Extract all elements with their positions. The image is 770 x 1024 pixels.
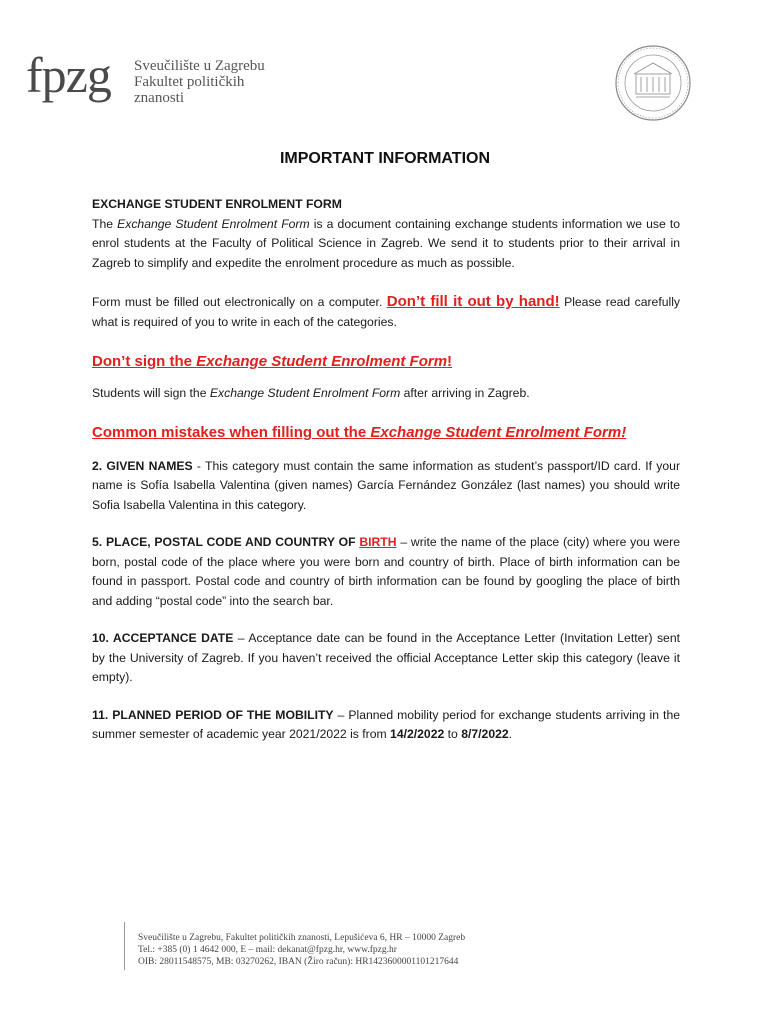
warning-heading-mistakes: [92, 423, 680, 443]
text: is a document containing exchange students information we use to enrol students at the Faculty of Political Science in Zagreb. We send it to students prior to their arrival in Zagreb to simplify and expedite the enrolment procedure as much as possible.: [92, 216, 680, 270]
warning-heading-sign: [92, 352, 680, 372]
text: Form must be filled out electronically on a computer.: [92, 295, 387, 309]
section-heading-enrolment-form: EXCHANGE STUDENT ENROLMENT FORM: [92, 197, 342, 211]
item-label: 5. PLACE, POSTAL CODE AND COUNTRY OF: [92, 535, 360, 549]
item-text: - This category must contain the same information as student’s passport/ID card. If your name is Sofía Isabella Valentina (given names) García Fernández González (last names) you should write Sofia Isabella Valentina in this category.: [92, 458, 680, 512]
paragraph-form-description: [92, 215, 680, 274]
form-name-italic: Exchange Student Enrolment Form: [209, 385, 401, 400]
faculty-name: [134, 58, 265, 106]
item-label: 10. ACCEPTANCE DATE: [92, 631, 234, 645]
text: The: [92, 216, 118, 231]
faculty-name-line1: Fakultet političkih: [134, 74, 245, 90]
item-text: to: [444, 727, 462, 741]
footer-line-address: Sveučilište u Zagrebu, Fakultet političkih znanosti, Lepušićeva 6, HR – 10000 Zagreb: [138, 933, 466, 943]
item-text: – Acceptance date can be found in the Acceptance Letter (Invitation Letter) sent by the University of Zagreb. If you haven’t received the official Acceptance Letter skip this category (leave it empty).: [92, 631, 680, 684]
warning-handwriting: Don’t fill it out by hand!: [386, 293, 560, 310]
form-name-italic: Exchange Student Enrolment Form: [196, 353, 448, 370]
paragraph-sign-info: [92, 384, 680, 404]
footer-line-contact: Tel.: +385 (0) 1 4642 000, E – mail: dekanat@fpzg.hr, www.fpzg.hr: [138, 945, 397, 955]
item-given-names: [92, 457, 680, 516]
faculty-name-line2: znanosti: [134, 90, 184, 106]
text: Please read carefully what is required of you to write in each of the categories.: [92, 295, 681, 329]
item-label-highlight: BIRTH: [359, 535, 397, 549]
university-seal-icon: [614, 44, 692, 122]
item-acceptance-date: [92, 629, 680, 688]
form-name-italic: Exchange Student Enrolment Form: [117, 216, 310, 231]
item-place-of-birth: [92, 533, 680, 611]
faculty-logo: fpzg: [26, 47, 111, 103]
paragraph-fill-instructions: [92, 292, 680, 332]
text: Common mistakes when filling out the: [92, 424, 371, 441]
end-date: 8/7/2022: [461, 727, 509, 741]
item-text: – Planned mobility period for exchange students arriving in the summer semester of academic year 2021/2022 is from: [92, 707, 680, 741]
footer-line-ids: OIB: 28011548575, MB: 03270262, IBAN (Žiro račun): HR1423600001101217644: [138, 957, 459, 967]
item-label: 2. GIVEN NAMES: [92, 458, 193, 473]
form-name-italic: Exchange Student Enrolment Form!: [370, 424, 627, 441]
text: Don’t sign the: [92, 353, 197, 370]
document-body: [92, 195, 680, 745]
item-text: – write the name of the place (city) where you were born, postal code of the place where you were born and country of birth. Place of birth information can be found in passport. Postal code and country of birth information can be found by googling the place of birth and adding “postal code” into the search bar.: [92, 535, 680, 608]
page-title: IMPORTANT INFORMATION: [279, 150, 491, 167]
footer-address: [138, 932, 465, 968]
item-text: .: [508, 727, 513, 741]
start-date: 14/2/2022: [390, 727, 445, 741]
university-name: Sveučilište u Zagrebu: [134, 58, 265, 74]
text: !: [447, 353, 453, 370]
footer-divider: [124, 922, 125, 970]
item-label: 11. PLANNED PERIOD OF THE MOBILITY: [92, 707, 334, 722]
text: after arriving in Zagreb.: [400, 385, 530, 400]
item-planned-period: [92, 706, 680, 745]
text: Students will sign the: [92, 385, 210, 400]
